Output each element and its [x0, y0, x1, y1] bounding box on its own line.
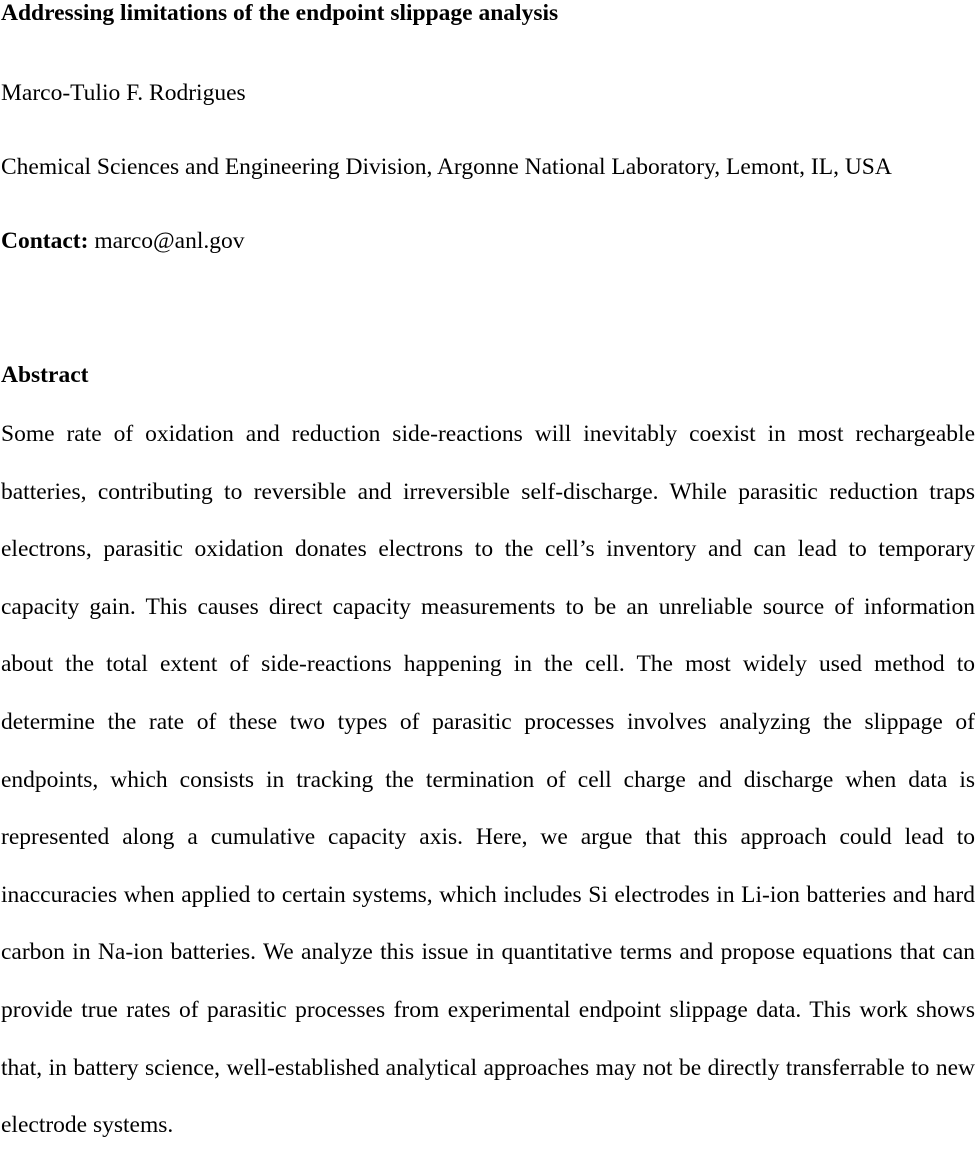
contact-email: marco@anl.gov: [94, 228, 245, 254]
author-name: Marco-Tulio F. Rodrigues: [1, 80, 246, 106]
abstract-heading: Abstract: [1, 362, 89, 388]
paper-title: Addressing limitations of the endpoint slippage analysis: [1, 0, 559, 26]
contact-line: [1, 226, 245, 256]
author-affiliation: Chemical Sciences and Engineering Division, Argonne National Laboratory, Lemont, IL, USA: [1, 154, 892, 180]
abstract-text: Some rate of oxidation and reduction side-reactions will inevitably coexist in most rechargeable batteries, contributing to reversible and irreversible self-discharge. While parasitic reduction traps electrons, parasitic oxidation donates electrons to the cell’s inventory and can lead to temporary capacity gain. This causes direct capacity measurements to be an unreliable source of information about the total extent of side-reactions happening in the cell. The most widely used method to determine the rate of these two types of parasitic processes involves analyzing the slippage of endpoints, which consists in tracking the termination of cell charge and discharge when data is represented along a cumulative capacity axis. Here, we argue that this approach could lead to inaccuracies when applied to certain systems, which includes Si electrodes in Li-ion batteries and hard carbon in Na-ion batteries. We analyze this issue in quantitative terms and propose equations that can provide true rates of parasitic processes from experimental endpoint slippage data. This work shows that, in battery science, well-established analytical approaches may not be directly transferrable to new electrode systems.: [1, 421, 975, 1139]
contact-label: Contact:: [1, 228, 89, 254]
